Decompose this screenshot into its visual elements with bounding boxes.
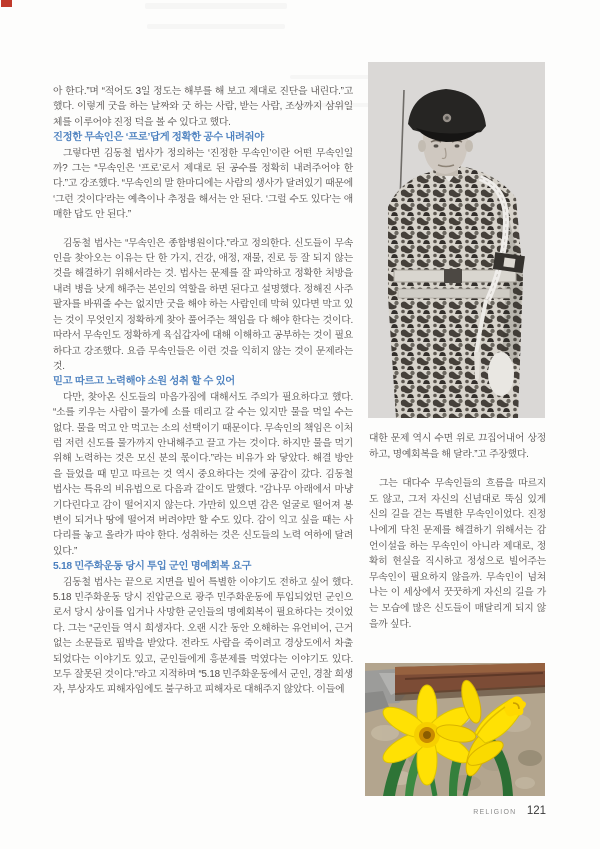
body-paragraph: 아 한다.”며 “적어도 3일 정도는 해부를 해 보고 제대로 진단을 내린다.”고 했다. 이렇게 굿을 하는 날짜와 굿 하는 사람, 받는 사람, 조상까지 삼위일체를 이루어야 진정 덕을 볼 수 있다고 했다.: [53, 86, 353, 128]
body-paragraph: 김동철 법사는 끝으로 지면을 빌어 특별한 이야기도 전하고 싶어 했다. 5.18 민주화운동 당시 진압군으로 광주 민주화운동에 투입되었던 군인으로서 당시 상이를 입거나 사망한 군인들의 명예회복이 필요하다는 것이었다. 그는 “군인들 역시 희생자다. 오랜 시간 동안 오해하는 유언비어, 근거 없는 소문들로 핍박을 받았다. 전라도 사람을 죽이려고 경상도에서 차출되었다는 이야기도 있고, 군인들에게 흥분제를 먹였다는 이야기도 있다. 모두 잘못된 것이다.”라고 지적하며 “5.18 민주화운동에서 군인, 경찰 희생자, 부상자도 피해자임에도 불구하고 피해자로 대해주지 않았다. 이들에: [53, 576, 353, 696]
right-column: [369, 431, 546, 632]
section-heading: 믿고 따르고 노력해야 소원 성취 할 수 있어: [53, 376, 235, 388]
magazine-label: RELIGION: [473, 809, 517, 816]
body-paragraph: 그렇다면 김동철 법사가 정의하는 ‘진정한 무속인’이란 어떤 무속인일까? 그는 “무속인은 ‘프로’로서 제대로 된 공수를 정확히 내려주어야 한다.”고 강조했다. “무속인의 말 한마디에는 사람의 생사가 달려있기 때문에 ‘그런 것이다’라는 예측이나 추정을 해서는 안 된다. ‘그럴 수도 있다’는 애매한 답도 안 된다.”: [53, 147, 353, 221]
daffodil-photo: [365, 663, 545, 796]
red-corner-mark: [1, 0, 12, 7]
paper-showthrough: [145, 3, 287, 9]
left-column: [53, 84, 353, 698]
page-footer: [0, 801, 546, 819]
portrait-photo-illustration: [368, 62, 545, 418]
paper-showthrough: [147, 24, 285, 29]
page-number: 121: [526, 805, 546, 817]
section-heading: 5.18 민주화운동 당시 투입 군인 명예회복 요구: [53, 561, 252, 573]
portrait-photo: [368, 62, 545, 418]
section-heading: 진정한 무속인은 ‘프로’답게 정확한 공수 내려줘야: [53, 132, 264, 144]
body-paragraph: 그는 대다수 무속인들의 흐름을 따르지도 않고, 그저 자신의 신념대로 뚝심 있게 신의 길을 걷는 특별한 무속인이었다. 진정 나에게 닥친 문제를 해결하기 위해서는 감언이설을 하는 무속인이 아니라 제대로, 정확히 현실을 직시하고 정성으로 빌어주는 무속인이 필요하지 않을까. 무속인이 넘쳐나는 이 세상에서 꿋꿋하게 자신의 길을 가는 모습에 많은 신도들이 매달리게 되지 않을까 싶다.: [369, 478, 546, 630]
daffodil-photo-illustration: [365, 663, 545, 796]
body-paragraph: 대한 문제 역시 수면 위로 끄집어내어 상정하고, 명예회복을 해 달라.”고 주장했다.: [369, 433, 546, 460]
body-paragraph: 김동철 법사는 “무속인은 종합병원이다.”라고 정의한다. 신도들이 무속인을 찾아오는 이유는 단 한 가지, 건강, 애정, 재물, 진로 등 잘 되지 않는 것을 해결하기 위해서라는 것. 법사는 문제를 잘 파악하고 정확한 처방을 내려 병을 낫게 해주는 본인의 역할을 하면 된다고 설명했다. 정해진 사주팔자를 바꿔줄 수는 없지만 굿을 해야 하는 사람인데 막혀 있다면 막고 있는 것이 무엇인지 정확하게 찾아 풀어주는 책임을 다 해야 한다는 것이다. 따라서 무속인도 정확하게 육십갑자에 대해 이해하고 공부하는 것이 필요하다고 강조했다. 요즘 무속인들은 이런 것을 익히지 않는 것이 문제라는 것.: [53, 237, 353, 372]
body-paragraph: 다만, 찾아온 신도들의 마음가짐에 대해서도 주의가 필요하다고 했다. “소를 키우는 사람이 물가에 소를 데리고 갈 수는 있지만 물을 먹일 수는 없다. 물을 먹고 안 먹고는 소의 선택이기 때문이다. 무속인의 책임은 이처럼 저런 신도를 물가까지 안내해주고 끌고 가는 것이다. 하지만 물을 먹기 위해 노력하는 것은 모신 분의 몫이다.”라는 비유가 와 닿았다. 해결 방안을 들었을 때 믿고 따르는 것 역시 중요하다는 것에 공감이 갔다. 김동철 법사는 특유의 비유법으로 다음과 같이도 말했다. “감나무 아래에서 마냥 기다린다고 감이 떨어지지 않는다. 가만히 있으면 감은 얼굴로 떨어져 봉변이 되거나 땅에 떨어져 버려야만 할 수도 있다. 감이 익고 싶을 때는 사다리를 놓고 올라가 따야 한다. 성취하는 것은 신도들의 노력 여하에 달려있다.”: [53, 391, 353, 557]
